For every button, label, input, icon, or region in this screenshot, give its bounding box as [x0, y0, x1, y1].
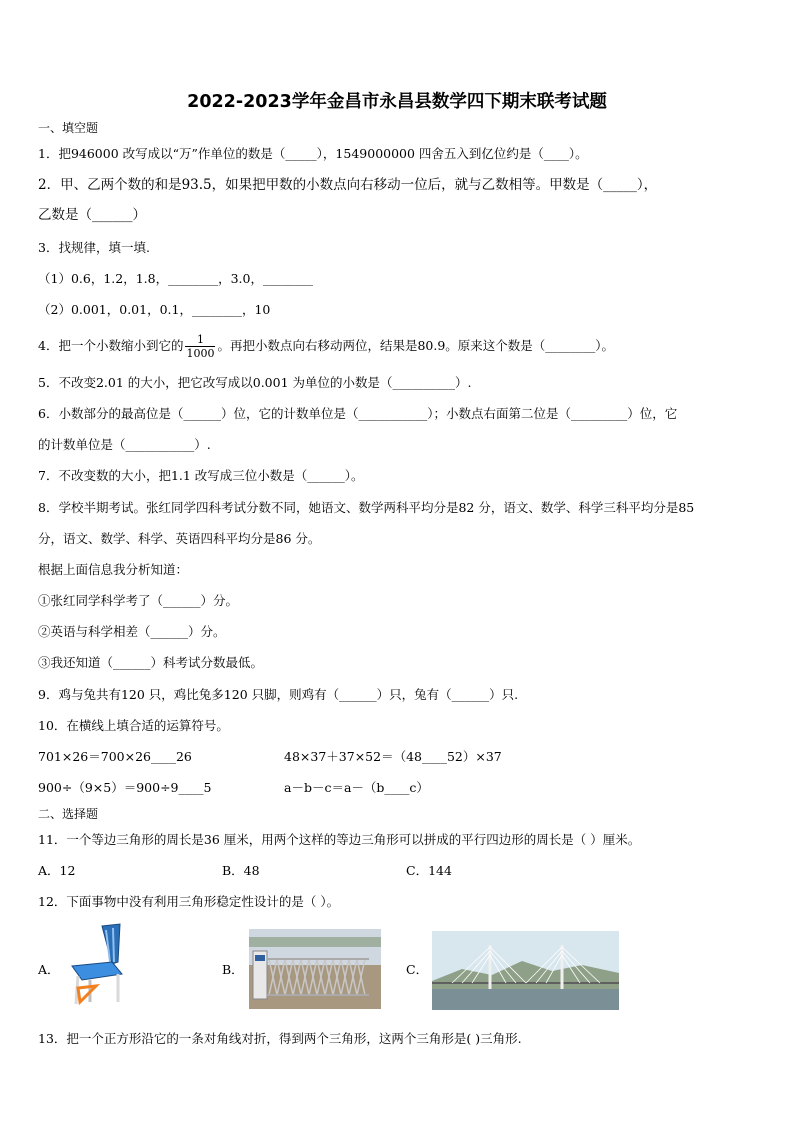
question-10-item-1: 701×26＝700×26____26 — [38, 749, 192, 764]
question-4-suffix: 。再把小数点向右移动两位，结果是80.9。原来这个数是（________）。 — [217, 338, 615, 353]
fraction — [185, 333, 215, 360]
question-5: 5．不改变2.01 的大小，把它改写成以0.001 为单位的小数是（__________）. — [38, 375, 472, 390]
question-8-part-3: ③我还知道（______）科考试分数最低。 — [38, 655, 264, 670]
question-4 — [38, 332, 614, 360]
retractable-gate-image — [249, 929, 381, 1009]
page-title: 2022-2023学年金昌市永昌县数学四下期末联考试题 — [187, 92, 607, 112]
question-10-item-2: 48×37＋37×52＝（48____52）×37 — [284, 749, 502, 764]
question-6-line-2: 的计数单位是（___________）. — [38, 437, 211, 452]
question-11: 11．一个等边三角形的周长是36 厘米，用两个这样的等边三角形可以拼成的平行四边形的周长是（ ）厘米。 — [38, 832, 641, 847]
question-4-prefix: 4．把一个小数缩小到它的 — [38, 338, 184, 353]
question-2-line-1: 2．甲、乙两个数的和是93.5，如果把甲数的小数点向右移动一位后，就与乙数相等。甲数是（_____）， — [38, 177, 658, 193]
question-10: 10．在横线上填合适的运算符号。 — [38, 718, 229, 733]
question-6-line-1: 6．小数部分的最高位是（______）位，它的计数单位是（___________）；小数点右面第二位是（_________）位，它 — [38, 406, 678, 421]
fraction-numerator: 1 — [185, 333, 215, 347]
question-3-part-1: （1）0.6，1.2，1.8，________，3.0，________ — [38, 271, 313, 286]
cable-stayed-bridge-image — [432, 931, 619, 1010]
question-8-line-1: 8．学校半期考试。张红同学四科考试分数不同，她语文、数学两科平均分是82 分，语文、数学、科学三科平均分是85 — [38, 500, 695, 515]
question-3: 3．找规律，填一填. — [38, 240, 150, 255]
section-multiple-choice: 二、选择题 — [38, 807, 99, 821]
question-11-option-b: B．48 — [222, 863, 260, 878]
question-8-part-1: ①张红同学科学考了（______）分。 — [38, 593, 239, 608]
question-13: 13．把一个正方形沿它的一条对角线对折，得到两个三角形，这两个三角形是( )三角形. — [38, 1031, 522, 1046]
question-10-item-3: 900÷（9×5）＝900÷9____5 — [38, 780, 212, 795]
section-fill-in: 一、填空题 — [38, 121, 99, 135]
question-3-part-2: （2）0.001，0.01，0.1，________，10 — [38, 302, 271, 317]
question-7: 7．不改变数的大小，把1.1 改写成三位小数是（______）。 — [38, 468, 364, 483]
question-12-option-c-label: C． — [406, 962, 429, 977]
question-12-option-b-label: B． — [222, 962, 244, 977]
question-9: 9．鸡与兔共有120 只，鸡比兔多120 只脚，则鸡有（______）只，兔有（______）只. — [38, 687, 519, 702]
fraction-denominator: 1000 — [186, 347, 215, 360]
question-12: 12．下面事物中没有利用三角形稳定性设计的是（ ）。 — [38, 894, 340, 909]
question-11-option-a: A．12 — [38, 863, 76, 878]
question-8-line-2: 分，语文、数学、科学、英语四科平均分是86 分。 — [38, 531, 321, 546]
question-8-line-3: 根据上面信息我分析知道： — [38, 562, 189, 577]
question-1: 1．把946000 改写成以“万”作单位的数是（_____），1549000000 四舍五入到亿位约是（____）。 — [38, 146, 588, 161]
question-12-option-a-label: A． — [38, 962, 60, 977]
question-8-part-2: ②英语与科学相差（______）分。 — [38, 624, 226, 639]
chair-image — [66, 922, 128, 1006]
question-2-line-2: 乙数是（______） — [38, 207, 146, 223]
question-11-option-c: C．144 — [406, 863, 452, 878]
question-10-item-4: a－b－c＝a－（b____c） — [284, 780, 429, 795]
